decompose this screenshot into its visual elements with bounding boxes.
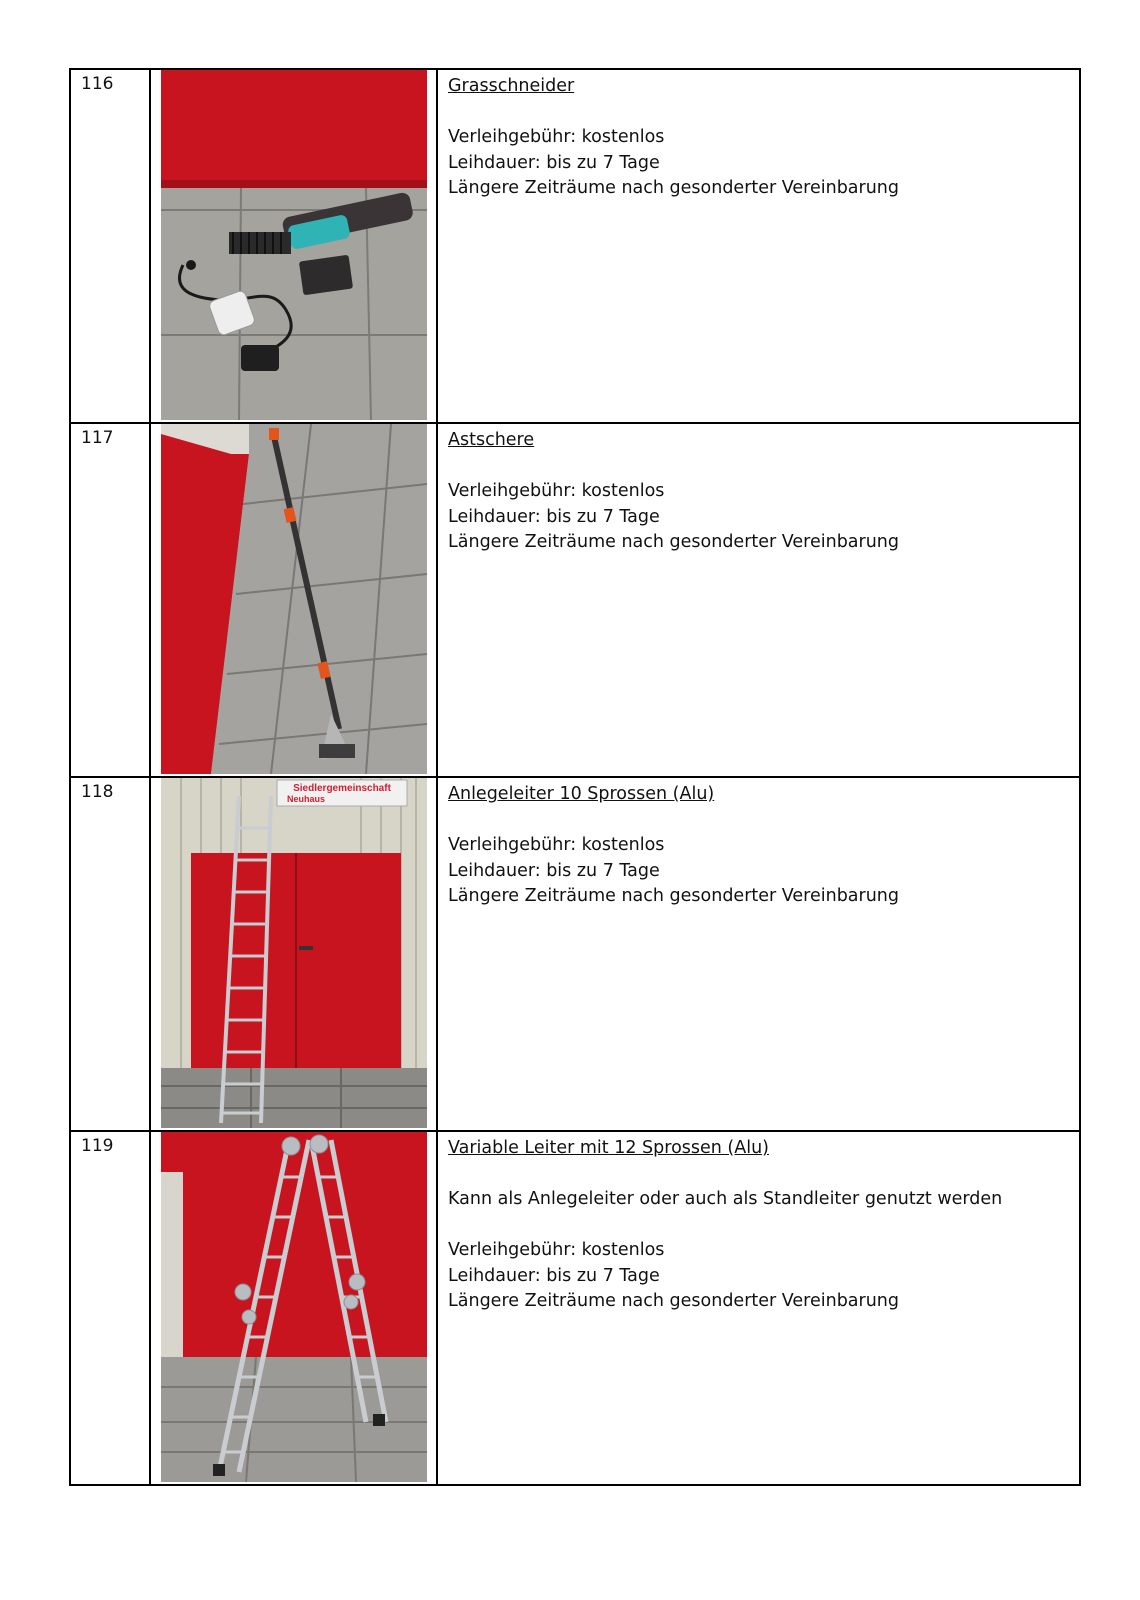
sign-text-1: Siedlergemeinschaft	[293, 783, 391, 794]
item-description-cell	[437, 423, 1080, 777]
variable-ladder-photo	[161, 1132, 427, 1482]
item-title: Grasschneider	[448, 76, 575, 96]
item-number: 116	[81, 74, 114, 94]
item-photo-cell	[150, 69, 437, 423]
rental-extension: Längere Zeiträume nach gesonderter Vereinbarung	[448, 178, 900, 198]
item-title: Variable Leiter mit 12 Sprossen (Alu)	[448, 1138, 770, 1158]
rental-duration: Leihdauer: bis zu 7 Tage	[448, 506, 660, 527]
item-photo-cell	[150, 423, 437, 777]
rental-fee: Verleihgebühr: kostenlos	[448, 127, 665, 147]
extension-ladder-photo	[161, 778, 427, 1128]
table-row	[70, 1131, 1080, 1485]
rental-fee: Verleihgebühr: kostenlos	[448, 1240, 665, 1260]
item-description-cell	[437, 69, 1080, 423]
item-description-cell	[437, 1131, 1080, 1485]
rental-extension: Längere Zeiträume nach gesonderter Vereinbarung	[448, 886, 900, 906]
item-photo-cell	[150, 777, 437, 1131]
item-number: 119	[81, 1136, 114, 1156]
item-number: 117	[81, 428, 114, 448]
item-title: Anlegeleiter 10 Sprossen (Alu)	[448, 784, 715, 804]
rental-items-table	[69, 68, 1081, 1486]
rental-fee: Verleihgebühr: kostenlos	[448, 481, 665, 501]
rental-fee: Verleihgebühr: kostenlos	[448, 835, 665, 855]
item-number-cell	[70, 423, 150, 777]
item-description-cell	[437, 777, 1080, 1131]
rental-extension: Längere Zeiträume nach gesonderter Vereinbarung	[448, 1291, 900, 1311]
rental-duration: Leihdauer: bis zu 7 Tage	[448, 860, 660, 881]
table-row	[70, 69, 1080, 423]
item-note: Kann als Anlegeleiter oder auch als Standleiter genutzt werden	[448, 1189, 1003, 1209]
item-number: 118	[81, 782, 114, 802]
rental-duration: Leihdauer: bis zu 7 Tage	[448, 152, 660, 173]
item-number-cell	[70, 69, 150, 423]
branch-pruner-photo	[161, 424, 427, 774]
item-number-cell	[70, 1131, 150, 1485]
rental-extension: Längere Zeiträume nach gesonderter Vereinbarung	[448, 532, 900, 552]
rental-duration: Leihdauer: bis zu 7 Tage	[448, 1265, 660, 1286]
table-row	[70, 777, 1080, 1131]
table-row	[70, 423, 1080, 777]
grass-trimmer-photo	[161, 70, 427, 420]
item-title: Astschere	[448, 430, 535, 450]
item-photo-cell	[150, 1131, 437, 1485]
sign-text-2: Neuhaus	[286, 794, 326, 804]
item-number-cell	[70, 777, 150, 1131]
